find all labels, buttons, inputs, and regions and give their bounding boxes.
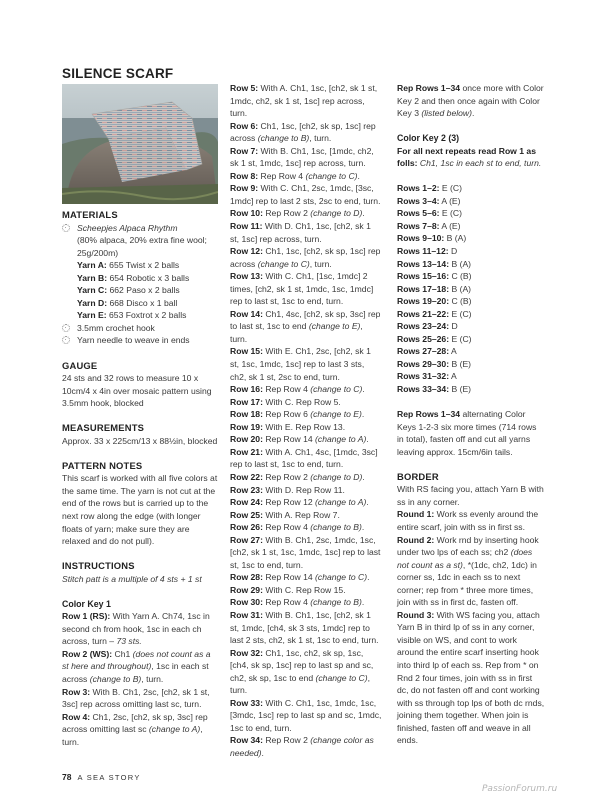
pattern-row xyxy=(230,609,382,647)
row-label: Row 32: xyxy=(230,647,263,658)
needle-text: Yarn needle to weave in ends xyxy=(77,335,190,346)
row-label: Row 17: xyxy=(230,396,263,407)
row-label: Row 4: xyxy=(62,711,91,722)
yarn-item xyxy=(62,272,218,285)
pattern-row xyxy=(230,345,382,383)
materials-needle-item xyxy=(62,334,218,347)
watermark: PassionForum.ru xyxy=(482,784,558,794)
gauge-text: 24 sts and 32 rows to measure 10 x 10cm/4 x 4in over mosaic pattern using 3.5mm hook, blocked xyxy=(62,373,212,409)
pattern-row xyxy=(230,182,382,207)
pattern-row xyxy=(230,120,382,145)
row-text: Rep Row 2 xyxy=(262,208,311,219)
row-label: Row 9: xyxy=(230,183,259,194)
entry-value: D xyxy=(449,321,458,332)
yarn-item xyxy=(62,284,218,297)
pattern-row xyxy=(62,648,218,686)
pattern-row xyxy=(230,484,382,497)
pattern-row xyxy=(230,170,382,183)
pattern-row xyxy=(230,596,382,609)
row-text: (change to C) xyxy=(315,672,368,683)
page-title: SILENCE SCARF xyxy=(62,66,174,81)
color-key-entry xyxy=(397,295,545,308)
entry-label: Rows 9–10: xyxy=(397,233,445,244)
row-text: (change to E) xyxy=(310,409,362,420)
round-label: Round 1: xyxy=(397,509,435,520)
pattern-row xyxy=(230,308,382,346)
pattern-row xyxy=(230,383,382,396)
row-label: Row 21: xyxy=(230,446,263,457)
row-label: Row 14: xyxy=(230,308,263,319)
border-rounds xyxy=(397,508,545,746)
yarn-value: 662 Paso x 2 balls xyxy=(109,285,180,296)
border-intro: With RS facing you, attach Yarn B with ss in any corner. xyxy=(397,484,544,507)
yarn-label: Yarn A: xyxy=(77,260,107,271)
color-key-1-heading: Color Key 1 xyxy=(62,598,111,609)
row-label: Row 16: xyxy=(230,384,263,395)
row-text: Rep Row 2 xyxy=(262,471,311,482)
row-label: Row 26: xyxy=(230,522,263,533)
pattern-rows-part-2 xyxy=(230,82,382,760)
row-text: (does not count as a st here and throughout) xyxy=(62,648,211,672)
row-text: (change to A) xyxy=(148,724,201,735)
repeat-note-1: Rep Rows 1–34 once more with Color Key 2 and then once again with Color Key 3 (listed below). xyxy=(397,83,544,119)
flower-bullet-icon xyxy=(62,324,70,332)
row-text: Rep Row 6 xyxy=(262,409,311,420)
pattern-row xyxy=(230,207,382,220)
row-label: Row 24: xyxy=(230,497,263,508)
round-text: , *(1dc, ch2, 1dc) in corner ss, 1dc in each ss to next corner; rep from * three more times, join with ss in first dc, fasten off. xyxy=(397,559,537,608)
pattern-row xyxy=(230,697,382,735)
row-text: (change to D) xyxy=(310,471,363,482)
row-text: (change to B) xyxy=(89,674,142,684)
yarn-label: Yarn C: xyxy=(77,285,108,296)
row-text: With C. Ch1, [1sc, 1mdc] 2 times, [ch2, sk 1 st, 1mdc, 1sc, 1mdc] rep to last st, 1sc to end, turn. xyxy=(230,271,374,307)
yarn-item xyxy=(62,297,218,310)
row-text: . xyxy=(362,471,365,482)
pattern-row xyxy=(230,220,382,245)
row-text: . xyxy=(361,597,365,608)
scarf-on-rock-photo xyxy=(62,84,218,204)
row-text: . xyxy=(357,170,360,181)
row-text: Ch1, 1sc, [ch2, sk sp, 1sc] rep across xyxy=(230,246,381,269)
pattern-notes-heading: PATTERN NOTES xyxy=(62,459,143,471)
row-label: Row 20: xyxy=(230,434,263,445)
round-label: Round 2: xyxy=(397,534,435,545)
entry-value: C (B) xyxy=(449,271,472,282)
entry-value: E (C) xyxy=(439,208,462,219)
entry-value: A (E) xyxy=(439,195,461,206)
row-label: Row 27: xyxy=(230,534,263,545)
hook-text: 3.5mm crochet hook xyxy=(77,322,155,333)
color-key-entry xyxy=(397,320,545,333)
measurements-text: Approx. 33 x 225cm/13 x 88½in, blocked xyxy=(62,435,218,446)
entry-label: Rows 27–28: xyxy=(397,346,450,357)
row-text: . xyxy=(261,747,264,758)
row-text: With C. Ch1, 2sc, 1mdc, [3sc, 1mdc] rep to last 2 sts, 2sc to end, turn. xyxy=(230,183,381,206)
entry-label: Rows 5–6: xyxy=(397,208,440,219)
row-label: Row 15: xyxy=(230,346,263,357)
row-text: Ch1, 2sc, [ch2, sk sp, 3sc] rep across omitting last sc xyxy=(62,711,208,735)
pattern-row xyxy=(230,571,382,584)
color-key-entry xyxy=(397,308,545,321)
row-text: With B. Ch1, 2sc, 1mdc, 1sc, [ch2, sk 1 st, 1sc, 1mdc, 1sc] rep to last st, 1sc to end, turn. xyxy=(230,534,381,570)
row-text: , 1sc in each st across xyxy=(62,661,209,684)
row-label: Row 23: xyxy=(230,484,263,495)
entry-label: Rows 1–2: xyxy=(397,183,440,194)
color-key-2-heading: Color Key 2 (3) xyxy=(397,133,460,144)
entry-value: E (C) xyxy=(439,183,462,194)
yarn-details: (80% alpaca, 20% extra fine wool; 25g/200m) xyxy=(77,235,207,258)
round-label: Round 3: xyxy=(397,609,435,620)
pattern-row xyxy=(230,496,382,509)
row-text: With C. Ch1, 1sc, 1mdc, 1sc, [3mdc, 1sc] rep to last sp and sc, 1mdc, 1sc to end, turn. xyxy=(230,697,382,733)
pattern-row xyxy=(230,521,382,534)
row-text: With E. Ch1, 2sc, [ch2, sk 1 st, 1sc, 1mdc, 1sc] rep to last 3 sts, ch2, sk 1 st, 2sc to end, turn. xyxy=(230,346,371,382)
pattern-row xyxy=(230,446,382,471)
yarn-item xyxy=(62,259,218,272)
row-text: (change color as needed) xyxy=(230,735,374,758)
row-text: Rep Row 4 xyxy=(258,170,306,181)
entry-label: Rows 15–16: xyxy=(397,271,450,282)
row-text: . xyxy=(366,497,369,508)
row-text: (change to C) xyxy=(305,170,358,181)
entry-label: Rows 21–22: xyxy=(397,308,450,319)
entry-label: Rows 33–34: xyxy=(397,384,450,395)
row-text: , turn. xyxy=(309,258,332,269)
materials-heading: MATERIALS xyxy=(62,209,118,220)
row-text: With A. Ch1, 4sc, [1mdc, 3sc] rep to last st, 1sc to end, turn. xyxy=(230,446,378,470)
row-text: Rep Row 4 xyxy=(262,597,311,608)
pattern-row xyxy=(230,734,382,759)
yarn-label: Yarn D: xyxy=(77,297,108,308)
row-text: (change to B) xyxy=(310,597,362,608)
pattern-row xyxy=(230,584,382,597)
row-label: Row 5: xyxy=(230,83,259,93)
row-text: With D. Ch1, 1sc, [ch2, sk 1 st, 1sc] rep across, turn. xyxy=(230,221,371,244)
yarn-label: Yarn B: xyxy=(77,272,108,283)
entry-value: B (E) xyxy=(449,358,472,369)
color-key-entry xyxy=(397,283,545,296)
pattern-row xyxy=(230,82,382,120)
color-key-entry xyxy=(397,345,545,358)
entry-value: A xyxy=(449,346,457,357)
yarn-brand: Scheepjes Alpaca Rhythm xyxy=(77,222,178,233)
gauge-heading: GAUGE xyxy=(62,359,98,371)
row-text: (change to A) xyxy=(315,497,367,508)
yarn-value: 654 Robotic x 3 balls xyxy=(109,272,190,283)
entry-value: C (B) xyxy=(449,296,472,307)
entry-value: B (E) xyxy=(449,384,472,395)
row-text: Rep Row 14 xyxy=(262,434,316,445)
border-round xyxy=(397,508,545,533)
row-label: Row 11: xyxy=(230,221,263,232)
page-footer xyxy=(62,772,141,782)
color-key-entry xyxy=(397,182,545,195)
border-heading: BORDER xyxy=(397,470,439,482)
border-round xyxy=(397,609,545,747)
color-key-entry xyxy=(397,232,545,245)
row-label: Row 13: xyxy=(230,271,263,282)
yarn-value: 653 Foxtrot x 2 balls xyxy=(109,310,187,321)
row-label: Row 28: xyxy=(230,572,263,583)
row-label: Row 30: xyxy=(230,597,263,608)
pattern-row xyxy=(230,647,382,697)
entry-label: Rows 29–30: xyxy=(397,358,450,369)
entry-value: B (A) xyxy=(449,283,472,294)
color-key-entry xyxy=(397,245,545,258)
row-text: , turn. xyxy=(230,672,370,696)
row-text: (change to D) xyxy=(310,208,363,219)
row-text: (change to C) xyxy=(310,384,363,395)
yarn-value: 655 Twist x 2 balls xyxy=(109,260,180,271)
yarn-value: 668 Disco x 1 ball xyxy=(109,297,178,308)
color-key-entry xyxy=(397,358,545,371)
pattern-row xyxy=(230,471,382,484)
column-left xyxy=(62,209,218,748)
row-text: (change to A) xyxy=(315,434,367,445)
row-text: With A. Rep Row 7. xyxy=(262,509,340,520)
entry-value: B (A) xyxy=(449,258,472,269)
row-text: (change to B) xyxy=(257,133,310,144)
entry-value: E (C) xyxy=(449,333,472,344)
row-label: Row 29: xyxy=(230,584,263,595)
pattern-row xyxy=(230,145,382,170)
row-text: . xyxy=(366,434,369,445)
entry-label: Rows 3–4: xyxy=(397,195,440,206)
color-key-2-list xyxy=(397,182,545,395)
instructions-note: Stitch patt is a multiple of 4 sts + 1 st xyxy=(62,573,202,584)
pattern-rows-part-1 xyxy=(62,610,218,748)
column-middle xyxy=(230,82,382,760)
pattern-row xyxy=(230,270,382,308)
row-label: Row 7: xyxy=(230,145,259,156)
row-text: Ch1 xyxy=(112,648,133,659)
pattern-notes-text: This scarf is worked with all five colors at the same time. The yarn is not cut at the end of the rows but is carried up to the next row along the edge (with longer floats of yarn; make sure they are relaxed and do not pull). xyxy=(62,473,218,547)
flower-bullet-icon xyxy=(62,224,70,232)
repeat-note-2: Rep Rows 1–34 alternating Color Keys 1-2-3 six more times (714 rows in total), fasten off and cut all yarns leaving approx. 15cm/6in tails. xyxy=(397,409,537,457)
entry-label: Rows 19–20: xyxy=(397,296,450,307)
yarn-label: Yarn E: xyxy=(77,310,107,321)
flower-bullet-icon xyxy=(62,336,70,344)
entry-label: Rows 11–12: xyxy=(397,246,449,257)
yarn-item xyxy=(62,309,218,322)
yarn-list xyxy=(62,259,218,322)
color-key-entry xyxy=(397,370,545,383)
entry-label: Rows 31–32: xyxy=(397,371,450,382)
row-text: With A. Ch1, 1sc, [ch2, sk 1 st, 1mdc, ch2, sk 1 st, 1sc] rep across, turn. xyxy=(230,83,378,119)
measurements-heading: MEASUREMENTS xyxy=(62,422,145,434)
color-key-entry xyxy=(397,333,545,346)
row-text: With E. Rep Row 13. xyxy=(262,421,346,432)
pattern-row xyxy=(230,509,382,522)
row-text: , turn. xyxy=(62,724,203,747)
row-text: With B. Ch1, 1sc, [1mdc, ch2, sk 1 st, 1mdc, 1sc] rep across, turn. xyxy=(230,145,374,169)
row-text: (change to C) xyxy=(257,258,310,269)
row-label: Row 1 (RS): xyxy=(62,611,111,622)
entry-label: Rows 23–24: xyxy=(397,321,450,332)
color-key-entry xyxy=(397,207,545,220)
color-key-entry xyxy=(397,270,545,283)
color-key-entry xyxy=(397,383,545,396)
pattern-row xyxy=(62,686,218,711)
row-text: Rep Row 14 xyxy=(262,572,316,583)
row-label: Row 25: xyxy=(230,509,263,520)
entry-value: E (C) xyxy=(449,308,472,319)
row-text: Rep Row 4 xyxy=(262,522,311,533)
row-label: Row 6: xyxy=(230,120,259,131)
entry-label: Rows 17–18: xyxy=(397,283,450,294)
entry-value: D xyxy=(448,246,458,257)
row-text: (change to B) xyxy=(310,522,362,533)
row-label: Row 34: xyxy=(230,735,263,746)
entry-value: A (E) xyxy=(439,220,461,231)
row-text: . xyxy=(362,384,365,395)
row-text: . xyxy=(361,409,365,420)
row-text: , turn. xyxy=(230,321,363,344)
row-text: 73 sts. xyxy=(116,636,142,647)
row-label: Row 19: xyxy=(230,421,263,432)
row-label: Row 18: xyxy=(230,409,263,420)
materials-hook-item xyxy=(62,322,218,335)
row-text: With B. Ch1, 2sc, [ch2, sk 1 st, 3sc] rep across omitting last sc, turn. xyxy=(62,686,210,710)
row-label: Row 10: xyxy=(230,208,263,219)
pattern-row xyxy=(230,245,382,270)
row-text: Ch1, 1sc, [ch2, sk sp, 1sc] rep across xyxy=(230,120,376,144)
color-key-2-instruction: For all next repeats read Row 1 as folls: Ch1, 1sc in each st to end, turn. xyxy=(397,145,542,169)
row-text: Ch1, 1sc, ch2, sk sp, 1sc, [ch4, sk sp, 1sc] rep to last sp and sc, ch2, sk sp, 1sc to end xyxy=(230,647,374,683)
pattern-row xyxy=(230,433,382,446)
entry-label: Rows 13–14: xyxy=(397,258,450,269)
row-text: (change to C) xyxy=(315,572,368,583)
row-text: With D. Rep Row 11. xyxy=(262,484,345,495)
entry-value: A xyxy=(449,371,457,382)
row-text: Rep Row 4 xyxy=(262,384,311,395)
row-label: Row 12: xyxy=(230,246,263,257)
entry-label: Rows 7–8: xyxy=(397,220,440,231)
row-label: Row 8: xyxy=(230,170,259,181)
row-text: Rep Row 2 xyxy=(262,735,311,746)
row-text: Ch1, 4sc, [ch2, sk sp, 3sc] rep to last st, 1sc to end xyxy=(230,308,381,332)
page-number: 78 xyxy=(62,772,72,782)
row-text: . xyxy=(362,208,365,219)
row-label: Row 22: xyxy=(230,471,263,482)
row-text: . xyxy=(361,522,365,533)
entry-label: Rows 25–26: xyxy=(397,333,450,344)
row-text: With Yarn A. Ch74, 1sc in second ch from hook, 1sc in each ch across, turn – xyxy=(62,611,210,647)
row-label: Row 3: xyxy=(62,686,91,697)
round-text: With WS facing you, attach Yarn B in third lp of ss in any corner, visible on WS, and cont to work around the entire scarf inserting hook into third lp of each ss. Rep from * on Rnd 2 four times, join with ss in first dc, do not fasten off and cont working with ss through top lps of both dc rnds, joining them together. When join is finished, fasten off and weave in all ends. xyxy=(397,609,545,746)
section-name: A SEA STORY xyxy=(77,773,141,782)
color-key-entry xyxy=(397,258,545,271)
row-text: , turn. xyxy=(309,133,332,144)
pattern-row xyxy=(230,534,382,572)
round-text: Work ss evenly around the entire scarf, join with ss in first ss. xyxy=(397,509,539,532)
row-text: With C. Rep Row 15. xyxy=(262,584,346,595)
row-text: . xyxy=(367,572,370,583)
instructions-heading: INSTRUCTIONS xyxy=(62,560,135,572)
pattern-row xyxy=(62,610,218,648)
color-key-entry xyxy=(397,195,545,208)
border-round xyxy=(397,534,545,609)
row-text: (change to E) xyxy=(308,321,361,332)
row-label: Row 31: xyxy=(230,609,263,620)
pattern-row xyxy=(230,396,382,409)
pattern-row xyxy=(62,711,218,749)
materials-yarn-item xyxy=(62,222,218,235)
color-key-entry xyxy=(397,220,545,233)
round-text: (does not count as a st) xyxy=(397,547,533,570)
row-label: Row 2 (WS): xyxy=(62,648,113,659)
row-text: With C. Rep Row 5. xyxy=(262,396,341,407)
pattern-row xyxy=(230,421,382,434)
pattern-row xyxy=(230,408,382,421)
row-text: Rep Row 12 xyxy=(262,497,316,508)
column-right xyxy=(397,82,545,747)
row-text: With B. Ch1, 1sc, [ch2, sk 1 st, 1mdc, [ch4, sk 3 sts, 1mdc] rep to last 2 sts, ch2, sk 1 st, 1sc to end, turn. xyxy=(230,609,379,646)
round-text: Work rnd by inserting hook under two lps of each ss; ch2 xyxy=(397,534,539,558)
row-text: , turn. xyxy=(141,674,164,684)
row-label: Row 33: xyxy=(230,697,263,708)
entry-value: B (A) xyxy=(444,233,467,244)
